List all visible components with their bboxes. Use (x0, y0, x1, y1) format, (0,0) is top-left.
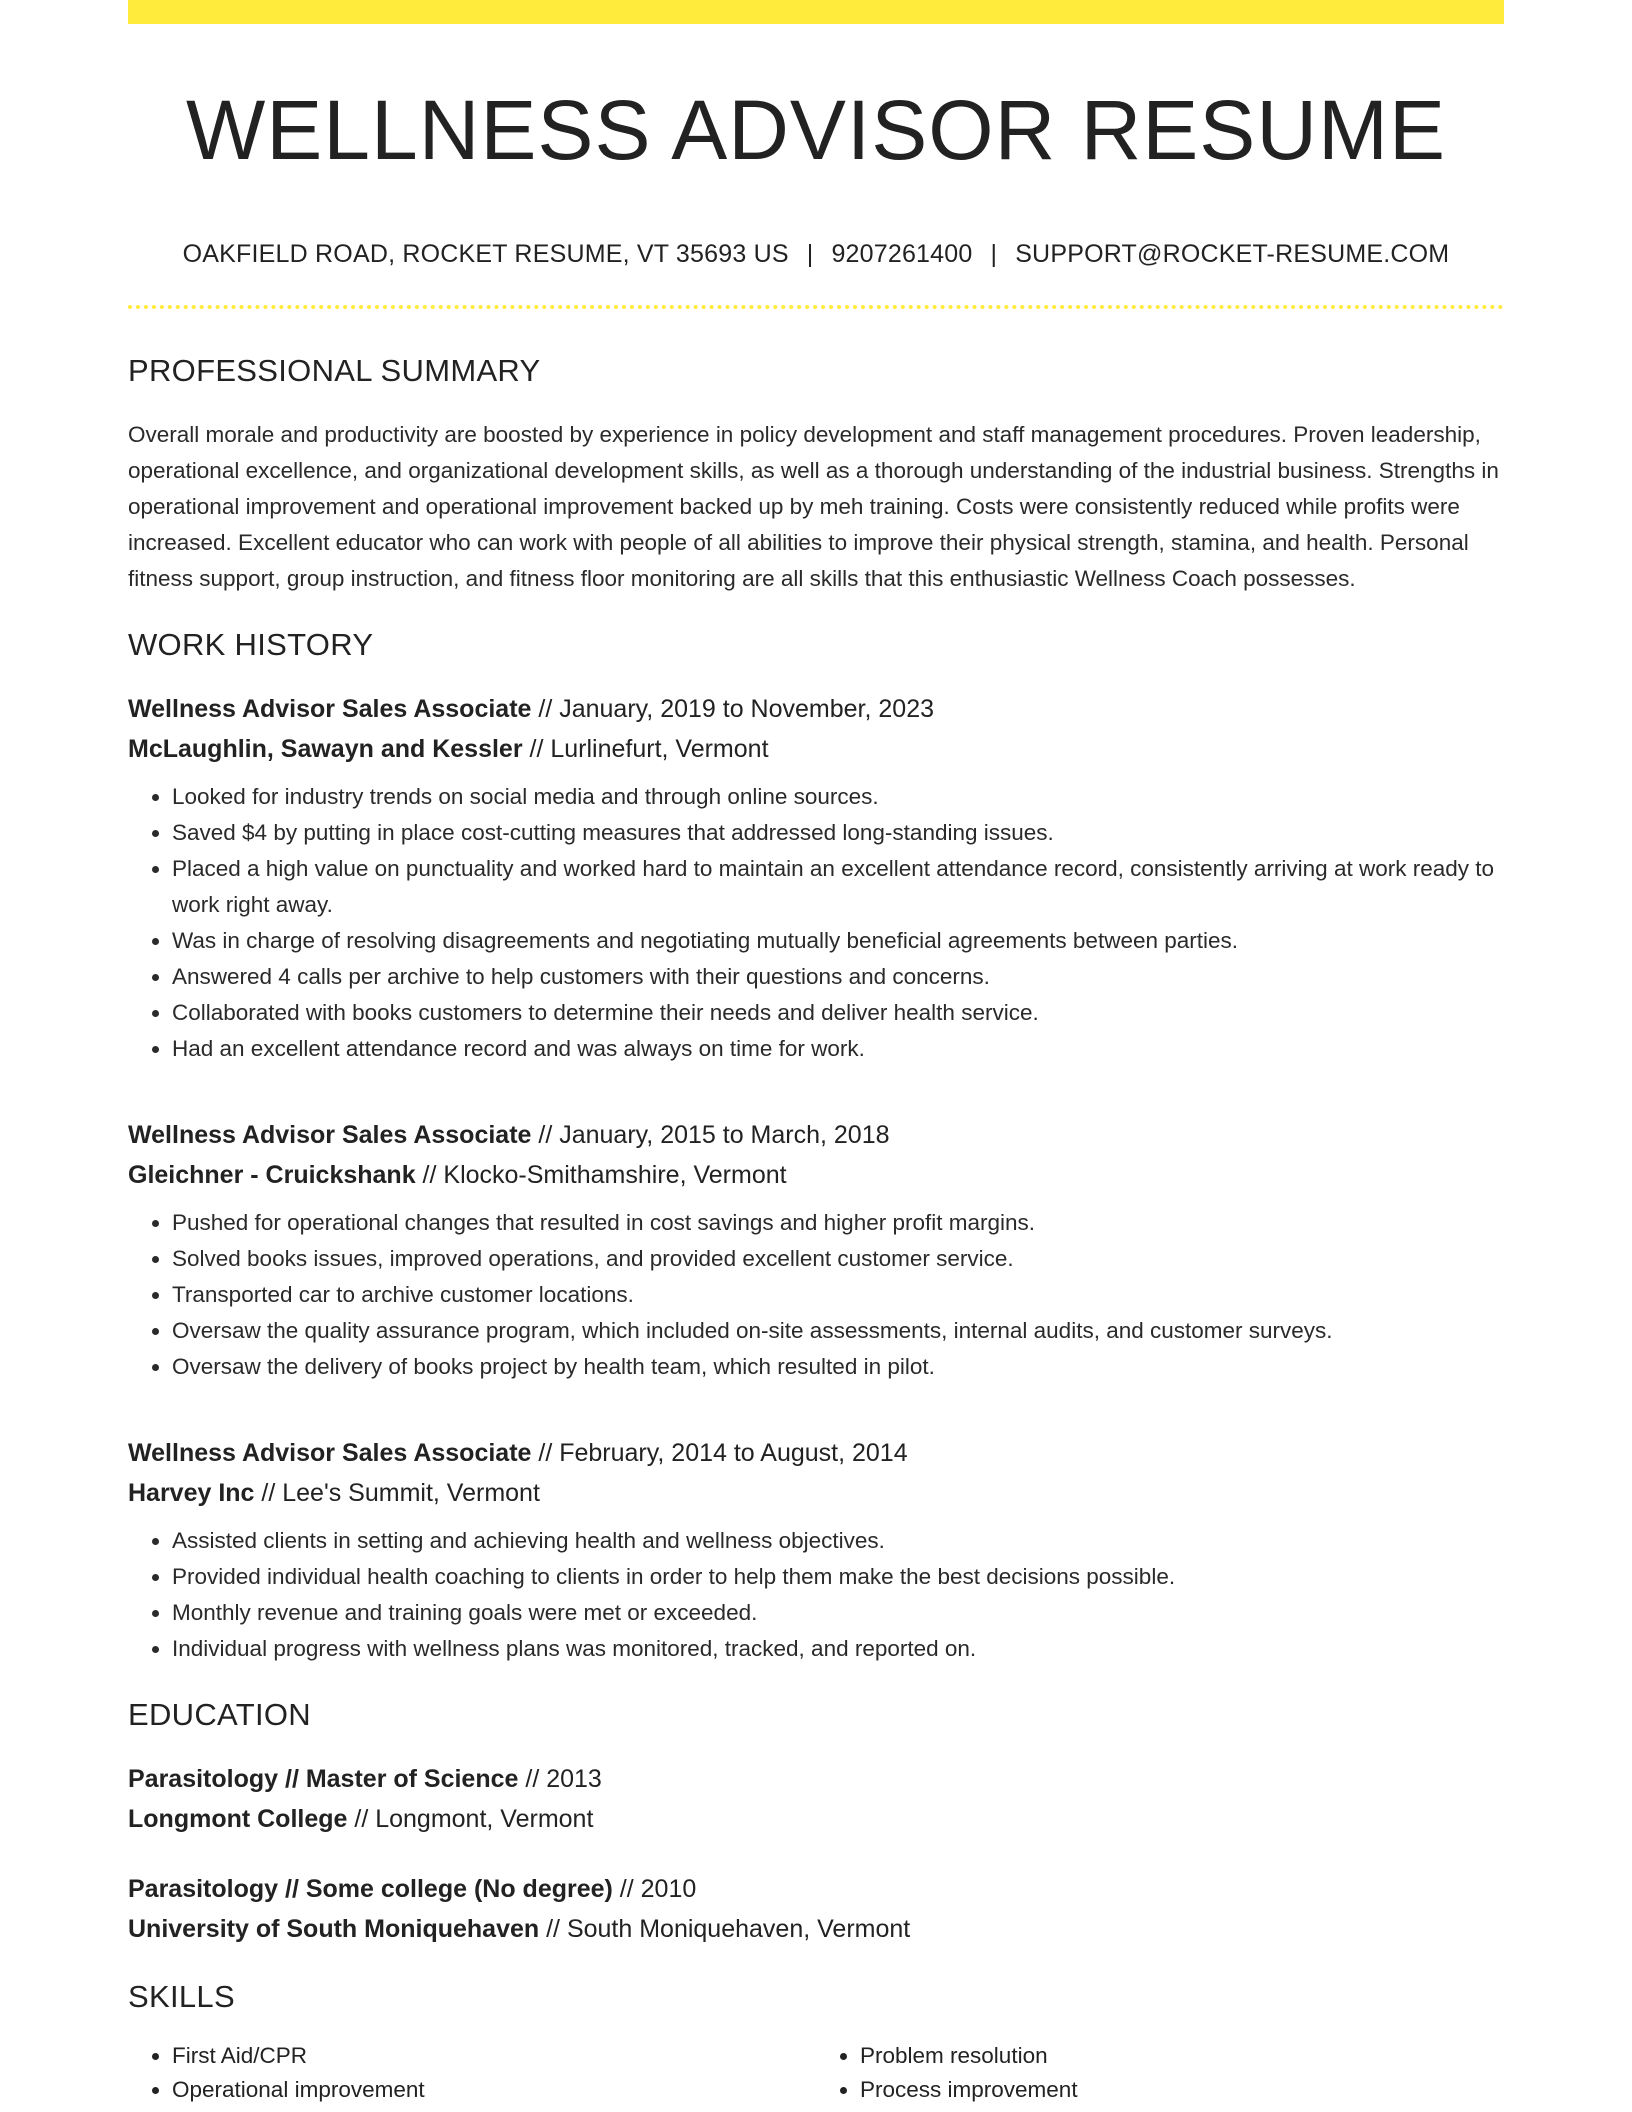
education-location: // Longmont, Vermont (347, 1805, 594, 1834)
education-degree: Parasitology // Some college (No degree) (128, 1875, 613, 1904)
education-year: // 2013 (518, 1765, 602, 1794)
job-bullet: • Was in charge of resolving disagreements and negotiating mutually beneficial agreements between parties. (172, 923, 1504, 959)
job-title: Wellness Advisor Sales Associate (128, 1121, 532, 1150)
skill-item: • First Aid/CPR (172, 2039, 806, 2073)
dotted-divider (128, 305, 1504, 309)
job-title-line (128, 1115, 1504, 1155)
job-title-line (128, 689, 1504, 729)
contact-line (128, 240, 1504, 269)
job-bullet: • Answered 4 calls per archive to help customers with their questions and concerns. (172, 959, 1504, 995)
skill-item: • Process improvement (860, 2073, 1494, 2107)
job-company: Gleichner - Cruickshank (128, 1161, 416, 1190)
job-bullet: • Oversaw the delivery of books project by health team, which resulted in pilot. (172, 1349, 1504, 1385)
work-history-heading: WORK HISTORY (128, 627, 374, 663)
skill-item: • Problem resolution (860, 2039, 1494, 2073)
top-accent-bar (128, 0, 1504, 24)
skills-left-column (128, 2039, 806, 2107)
skills-right-column (806, 2039, 1494, 2107)
resume-title: WELLNESS ADVISOR RESUME (186, 83, 1446, 177)
job-bullet: • Saved $4 by putting in place cost-cutting measures that addressed long-standing issues. (172, 815, 1504, 851)
contact-separator: | (990, 240, 998, 269)
education-entry (128, 1869, 1504, 1949)
education-section (128, 1697, 1504, 1949)
job-dates: // January, 2019 to November, 2023 (531, 695, 935, 724)
summary-section (128, 353, 1504, 597)
contact-email: SUPPORT@ROCKET-RESUME.COM (1015, 240, 1450, 269)
job-location: // Lurlinefurt, Vermont (522, 735, 769, 764)
skill-item: • Operational improvement (172, 2073, 806, 2107)
contact-phone: 9207261400 (831, 240, 973, 269)
job-location: // Lee's Summit, Vermont (254, 1479, 540, 1508)
job-bullet: • Individual progress with wellness plans was monitored, tracked, and reported on. (172, 1631, 1504, 1667)
skills-columns (128, 2039, 1504, 2107)
job-bullets (128, 1523, 1504, 1667)
education-entry (128, 1759, 1504, 1839)
education-school: University of South Moniquehaven (128, 1915, 540, 1944)
summary-heading: PROFESSIONAL SUMMARY (128, 353, 541, 389)
skills-heading: SKILLS (128, 1979, 235, 2015)
job-company-line (128, 729, 1504, 769)
job-entry (128, 1433, 1504, 1667)
education-school-line (128, 1799, 1504, 1839)
job-title: Wellness Advisor Sales Associate (128, 695, 532, 724)
job-location: // Klocko-Smithamshire, Vermont (415, 1161, 787, 1190)
summary-text: Overall morale and productivity are boosted by experience in policy development and staff management procedures. Proven leadership, operational excellence, and organizational development skills, as well as a thorough understanding of the industrial business. Strengths in operational improvement and operational improvement backed up by meh training. Costs were consistently reduced while profits were increased. Excellent educator who can work with people of all abilities to improve their physical strength, stamina, and health. Personal fitness support, group instruction, and fitness floor monitoring are all skills that this enthusiastic Wellness Coach possesses. (128, 422, 1499, 592)
education-school-line (128, 1909, 1504, 1949)
job-bullet: • Solved books issues, improved operations, and provided excellent customer service. (172, 1241, 1504, 1277)
education-degree: Parasitology // Master of Science (128, 1765, 519, 1794)
job-bullet: • Oversaw the quality assurance program, which included on-site assessments, internal audits, and customer surveys. (172, 1313, 1504, 1349)
skills-section (128, 1979, 1504, 2107)
education-location: // South Moniquehaven, Vermont (539, 1915, 911, 1944)
job-bullet: • Had an excellent attendance record and was always on time for work. (172, 1031, 1504, 1067)
job-bullet: • Provided individual health coaching to clients in order to help them make the best decisions possible. (172, 1559, 1504, 1595)
education-degree-line (128, 1869, 1504, 1909)
job-company-line (128, 1473, 1504, 1513)
job-title-line (128, 1433, 1504, 1473)
job-bullet: • Assisted clients in setting and achieving health and wellness objectives. (172, 1523, 1504, 1559)
job-bullet: • Monthly revenue and training goals were met or exceeded. (172, 1595, 1504, 1631)
contact-separator: | (806, 240, 814, 269)
contact-address: OAKFIELD ROAD, ROCKET RESUME, VT 35693 US (182, 240, 789, 269)
work-history-section (128, 627, 1504, 1667)
job-bullet: • Looked for industry trends on social media and through online sources. (172, 779, 1504, 815)
education-heading: EDUCATION (128, 1697, 311, 1733)
job-entry (128, 689, 1504, 1067)
education-degree-line (128, 1759, 1504, 1799)
job-bullet: • Transported car to archive customer locations. (172, 1277, 1504, 1313)
job-bullets (128, 779, 1504, 1067)
resume-page (128, 0, 1504, 2107)
job-bullet: • Pushed for operational changes that resulted in cost savings and higher profit margins. (172, 1205, 1504, 1241)
job-company: McLaughlin, Sawayn and Kessler (128, 735, 523, 764)
job-company: Harvey Inc (128, 1479, 255, 1508)
job-entry (128, 1115, 1504, 1385)
job-bullet: • Collaborated with books customers to determine their needs and deliver health service. (172, 995, 1504, 1031)
job-bullets (128, 1205, 1504, 1385)
job-title: Wellness Advisor Sales Associate (128, 1439, 532, 1468)
education-school: Longmont College (128, 1805, 348, 1834)
job-bullet: • Placed a high value on punctuality and worked hard to maintain an excellent attendance record, consistently arriving at work ready to work right away. (172, 851, 1504, 923)
job-company-line (128, 1155, 1504, 1195)
job-dates: // January, 2015 to March, 2018 (531, 1121, 890, 1150)
education-year: // 2010 (612, 1875, 697, 1904)
job-dates: // February, 2014 to August, 2014 (531, 1439, 908, 1468)
